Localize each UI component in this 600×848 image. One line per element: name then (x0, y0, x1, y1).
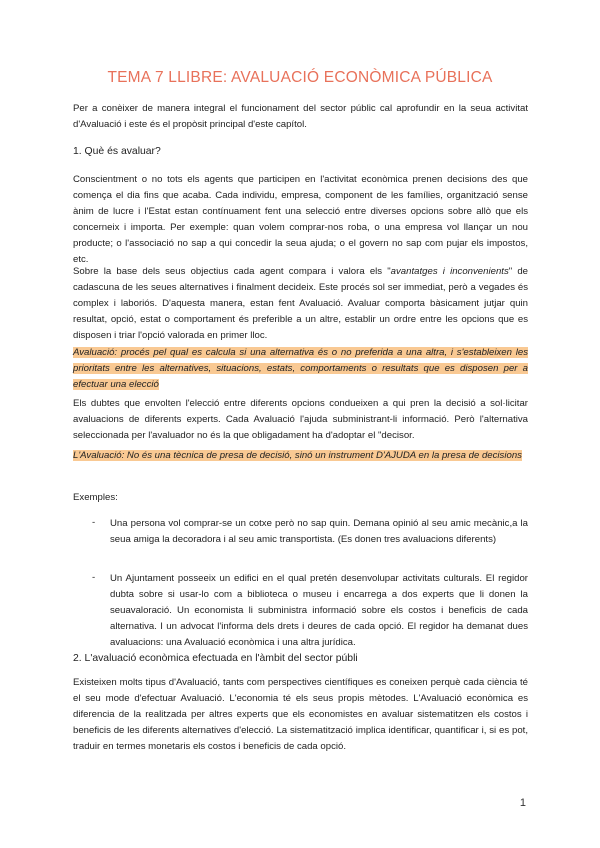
page-number: 1 (519, 797, 526, 809)
section-2-paragraph-1: Existeixen molts tipus d'Avaluació, tants com perspectives científiques es coneixen perquè cada ciència té el seu mode d'efectuar Avaluació. L'economia té els seus propis mètodes. L'Avaluació econòmica es diferencia de la realitzada per altres experts que els economistes en avaluar sistematitzen els costos i beneficis de les diferents alternatives d'elecció. La sistematització implica identificar, quantificar i, si es pot, traduir en termes monetaris els costos i beneficis de cada opció. (73, 677, 528, 752)
section-1-paragraph-2 (73, 264, 528, 344)
definition-text: Avaluació: procés pel qual es calcula si una alternativa és o no preferida a una altra, i s'estableixen les prioritats entre les alternatives, situacions, estats, comportaments o resultats que es disposen per a efectuar una elecció (73, 347, 528, 390)
intro-paragraph: Per a conèixer de manera integral el funcionament del sector públic cal aprofundir en la seua activitat d'Avaluació i este és el propòsit principal d'este capítol. (73, 103, 528, 130)
paragraph-2-end: " de cadascuna de les seues alternatives i finalment decideix. Este procés sol ser immediat, però a vegades és complex i laboriós. D'aquesta manera, estan fent Avaluació. Avaluar comporta bàsicament jutjar quin resultat, opció, estat o comportament és preferible a un altre, establir un ordre entre les opcions que es disposen i triar l'opció valorada en primer lloc. (73, 266, 528, 341)
paragraph-2-start: Sobre la base dels seus objectius cada agent compara i valora els " (73, 266, 391, 277)
section-1-paragraph-1: Conscientment o no tots els agents que participen en l'activitat econòmica prenen decisions des que comença el dia fins que acaba. Cada individu, empresa, component de les famílies, organització sense ànim de lucre i l'Estat estan contínuament fent una selecció entre diverses opcions sobre allò que els concerneix i importa. Per exemple: quan volem comprar-nos roba, o una empresa vol llançar un nou producte; o l'associació no sap a qui concedir la seua ajuda; o el govern no sap com pujar els impostos, etc. (73, 174, 528, 265)
example-1-text: Una persona vol comprar-se un cotxe però no sap quin. Demana opinió al seu amic mecànic,a la seua amiga la decoradora i al seu amic transportista. (Es donen tres avaluacions diferents) (110, 518, 528, 545)
example-2-bullet: - (92, 572, 96, 583)
examples-label: Exemples: (73, 492, 118, 503)
definition-highlight (73, 345, 528, 393)
section-1-paragraph-3: Els dubtes que envolten l'elecció entre diferents opcions condueixen a qui pren la decisió a sol·licitar avaluacions de diferents experts. Cada Avaluació l'ajuda subministrant-li informació. Però l'alternativa seleccionada per l'avaluador no és la que obligadament ha d'adoptar el "decisor. (73, 398, 528, 441)
note-text: L'Avaluació: No és una tècnica de presa de decisió, sinó un instrument D'AJUDA en la presa de decisions (73, 450, 522, 461)
section-2-heading: 2. L'avaluació econòmica efectuada en l'àmbit del sector públi (73, 653, 358, 664)
note-highlight (73, 448, 528, 464)
document-title: TEMA 7 LLIBRE: AVALUACIÓ ECONÒMICA PÚBLICA (107, 69, 493, 86)
section-1-heading: 1. Què és avaluar? (73, 146, 161, 157)
example-1-bullet: - (92, 517, 96, 528)
example-2-text: Un Ajuntament posseeix un edifici en el qual pretén desenvolupar activitats culturals. El regidor dubta sobre si usar-lo com a biblioteca o museu i encarrega a dos experts que li donen la seuavaloració. Un economista li subministra informació sobre els costos i beneficis de cada alternativa. I un advocat l'informa dels drets i deures de cada opció. El regidor ha demanat dues avaluacions: una Avaluació econòmica i una altra jurídica. (110, 573, 528, 648)
advantages-term: avantatges i inconvenients (390, 266, 509, 277)
